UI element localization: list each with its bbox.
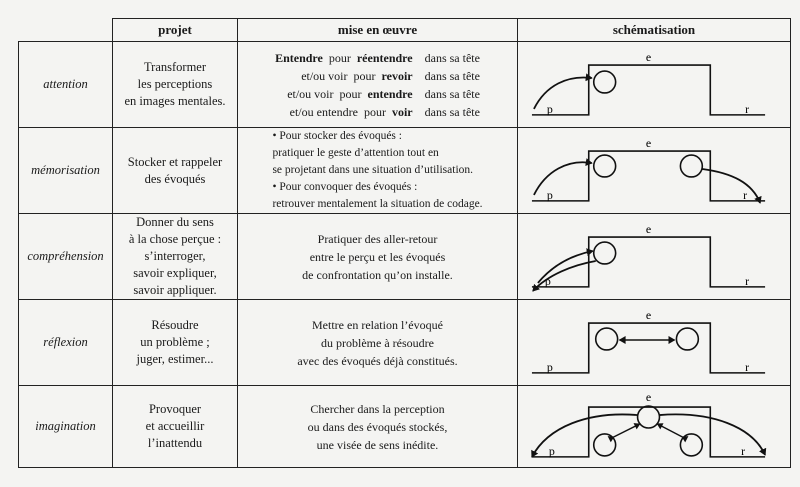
schema-imagination-diagram bbox=[518, 387, 790, 467]
header-projet: projet bbox=[113, 19, 238, 42]
mise-word: dans sa tête bbox=[424, 86, 480, 101]
mise-word: et/ou voir bbox=[287, 86, 334, 101]
mise-word: et/ou voir bbox=[301, 68, 348, 83]
projet-line: les perceptions bbox=[137, 77, 213, 91]
projet-line: savoir expliquer, bbox=[133, 266, 217, 280]
mise-word: pour bbox=[339, 86, 362, 101]
row-memorisation bbox=[19, 128, 791, 214]
row-label-imagination: imagination bbox=[19, 386, 113, 468]
row-label-reflexion: réflexion bbox=[19, 300, 113, 386]
mise-verb: Entendre bbox=[275, 50, 323, 65]
row-label-memorisation: mémorisation bbox=[19, 128, 113, 214]
label-p: p bbox=[548, 443, 555, 458]
schema-reflexion bbox=[518, 300, 791, 386]
mise-line: Chercher dans la perception bbox=[310, 401, 445, 416]
mise-line: Mettre en relation l’évoqué bbox=[312, 317, 443, 332]
mise-word: pour bbox=[353, 68, 376, 83]
mise-verb: revoir bbox=[381, 68, 413, 83]
label-r: r bbox=[745, 273, 750, 288]
projet-line: Transformer bbox=[143, 60, 207, 74]
mise-word: pour bbox=[328, 50, 351, 65]
mise-comprehension bbox=[238, 214, 518, 300]
row-reflexion bbox=[19, 300, 791, 386]
header-row bbox=[19, 19, 791, 42]
mise-line: entre le perçu et les évoqués bbox=[309, 249, 446, 264]
projet-reflexion bbox=[113, 300, 238, 386]
mise-word: et/ou entendre bbox=[289, 104, 358, 119]
label-e: e bbox=[645, 221, 652, 236]
label-p: p bbox=[546, 187, 553, 202]
mise-line: Pratiquer des aller-retour bbox=[317, 231, 438, 246]
row-label-comprehension: compréhension bbox=[19, 214, 113, 300]
label-e: e bbox=[645, 135, 652, 150]
mise-line bbox=[275, 85, 480, 103]
schema-imagination bbox=[518, 386, 791, 468]
label-e: e bbox=[645, 307, 652, 322]
projet-line: Stocker et rappeler bbox=[127, 154, 223, 169]
mise-memorisation-lines bbox=[272, 128, 482, 213]
mise-line bbox=[275, 103, 480, 121]
row-comprehension bbox=[19, 214, 791, 300]
projet-line: des évoqués bbox=[144, 171, 206, 186]
mise-line: se projetant dans une situation d’utilisation. bbox=[272, 164, 474, 176]
header-mise-en-oeuvre: mise en œuvre bbox=[238, 19, 518, 42]
mise-attention bbox=[238, 42, 518, 128]
mise-line: • Pour stocker des évoqués : bbox=[272, 130, 402, 142]
mise-line: retrouver mentalement la situation de codage. bbox=[272, 198, 483, 210]
projet-line: en images mentales. bbox=[124, 94, 226, 108]
projet-line: juger, estimer... bbox=[136, 352, 214, 366]
label-p: p bbox=[544, 273, 551, 288]
schema-reflexion-diagram bbox=[518, 303, 790, 383]
projet-line: s’interroger, bbox=[144, 249, 206, 263]
projet-line: Provoquer bbox=[148, 402, 202, 416]
row-label-attention: attention bbox=[19, 42, 113, 128]
projet-line: savoir appliquer. bbox=[133, 283, 217, 297]
mise-word: pour bbox=[363, 104, 386, 119]
label-e: e bbox=[645, 49, 652, 64]
label-p: p bbox=[546, 101, 553, 116]
projet-line: Donner du sens bbox=[136, 215, 214, 229]
header-empty-cell bbox=[19, 19, 113, 42]
header-schematisation: schématisation bbox=[518, 19, 791, 42]
mise-verb: réentendre bbox=[356, 50, 413, 65]
schema-attention bbox=[518, 42, 791, 128]
projet-attention bbox=[113, 42, 238, 128]
projet-comprehension bbox=[113, 214, 238, 300]
schema-memorisation-diagram bbox=[518, 131, 790, 211]
projet-line: l’inattendu bbox=[147, 436, 203, 450]
mise-verb: entendre bbox=[367, 86, 413, 101]
label-r: r bbox=[743, 187, 748, 202]
mise-line: pratiquer le geste d’attention tout en bbox=[272, 147, 439, 159]
projet-memorisation bbox=[113, 128, 238, 214]
label-e: e bbox=[645, 389, 652, 404]
projet-line: à la chose perçue : bbox=[128, 232, 222, 246]
mise-attention-lines bbox=[275, 49, 480, 121]
mise-line: ou dans des évoqués stockés, bbox=[307, 419, 448, 434]
mise-line: du problème à résoudre bbox=[321, 335, 434, 350]
mise-reflexion bbox=[238, 300, 518, 386]
projet-line: Résoudre bbox=[151, 318, 199, 332]
mise-line bbox=[275, 67, 480, 85]
mise-memorisation bbox=[238, 128, 518, 214]
label-p: p bbox=[546, 359, 553, 374]
mise-line: avec des évoqués déjà constitués. bbox=[297, 353, 458, 368]
mise-line bbox=[275, 49, 480, 67]
projet-line: et accueillir bbox=[145, 419, 205, 433]
mise-word: dans sa tête bbox=[424, 104, 480, 119]
row-imagination bbox=[19, 386, 791, 468]
schema-memorisation bbox=[518, 128, 791, 214]
mise-verb: voir bbox=[391, 104, 413, 119]
mise-word: dans sa tête bbox=[424, 50, 480, 65]
mise-line: • Pour convoquer des évoqués : bbox=[272, 181, 418, 193]
schema-attention-diagram bbox=[518, 45, 790, 125]
label-r: r bbox=[745, 101, 750, 116]
schema-comprehension-diagram bbox=[518, 217, 790, 297]
mise-imagination bbox=[238, 386, 518, 468]
pedagogy-table bbox=[18, 18, 791, 468]
row-attention bbox=[19, 42, 791, 128]
mise-word: dans sa tête bbox=[424, 68, 480, 83]
mise-line: une visée de sens inédite. bbox=[316, 437, 439, 452]
label-r: r bbox=[741, 443, 746, 458]
label-r: r bbox=[745, 359, 750, 374]
schema-comprehension bbox=[518, 214, 791, 300]
projet-line: un problème ; bbox=[140, 335, 210, 349]
mise-line: de confrontation qu’on installe. bbox=[302, 267, 453, 282]
projet-imagination bbox=[113, 386, 238, 468]
